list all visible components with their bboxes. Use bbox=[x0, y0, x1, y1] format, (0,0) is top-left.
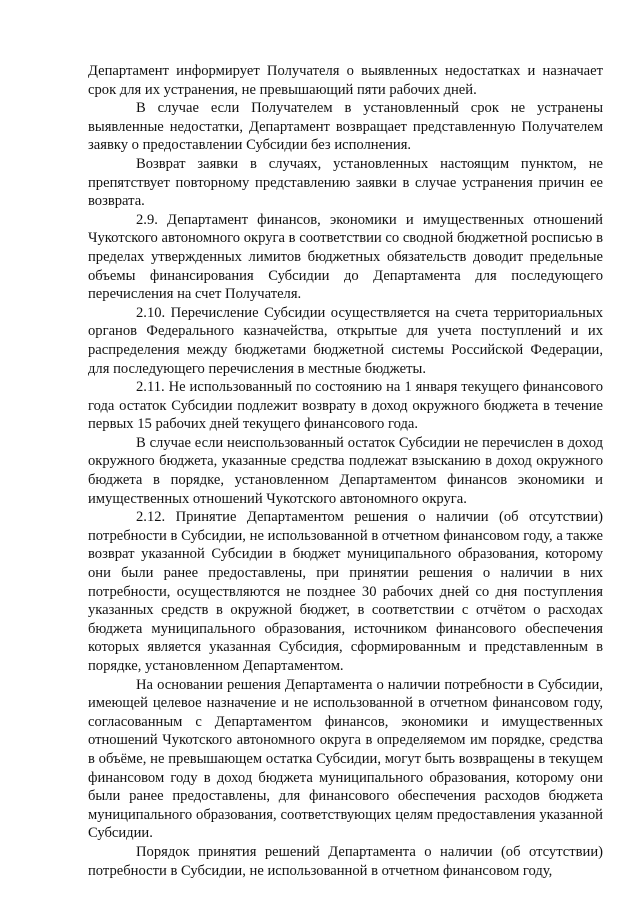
paragraph: На основании решения Департамента о наличии потребности в Субсидии, имеющей целевое назначение и не использованной в отчетном финансовом году, согласованным с Департаментом финансов, экономики и имущественных отношений Чукотского автономного округа в определяемом им порядке, средства в объёме, не превышающем остатка Субсидии, могут быть возвращены в текущем финансовом году в доход бюджета муниципального образования, которому они были ранее предоставлены, для финансового обеспечения расходов бюджета муниципального образования, соответствующих целям предоставления указанной Субсидии. bbox=[88, 676, 603, 842]
paragraph-section-2-11: 2.11. Не использованный по состоянию на 1 января текущего финансового года остаток Субсидии подлежит возврату в доход окружного бюджета в течение первых 15 рабочих дней текущего финансового года. bbox=[88, 379, 603, 433]
paragraph: Порядок принятия решений Департамента о наличии (об отсутствии) потребности в Субсидии, не использованной в отчетном финансовом году, bbox=[88, 843, 603, 879]
paragraph-section-2-12: 2.12. Принятие Департаментом решения о наличии (об отсутствии) потребности в Субсидии, не использованной в отчетном финансовом году, а также возврат указанной Субсидии в бюджет муниципального образования, которому они были ранее предоставлены, при принятии решения о наличии в них потребности, осуществляются не позднее 30 рабочих дней со дня поступления указанных средств в окружной бюджет, в соответствии с отчётом о расходах бюджета муниципального образования, источником финансового обеспечения которых является указанная Субсидия, сформированным и представленным в порядке, установленном Департаментом. bbox=[88, 509, 603, 674]
document-body bbox=[88, 62, 603, 880]
paragraph: В случае если неиспользованный остаток Субсидии не перечислен в доход окружного бюджета, указанные средства подлежат взысканию в доход окружного бюджета в порядке, установленном Департаментом финансов экономики и имущественных отношений Чукотского автономного округа. bbox=[88, 434, 603, 507]
paragraph: В случае если Получателем в установленный срок не устранены выявленные недостатки, Департамент возвращает представленную Получателем заявку о предоставлении Субсидии без исполнения. bbox=[88, 100, 603, 154]
paragraph: Департамент информирует Получателя о выявленных недостатках и назначает срок для их устранения, не превышающий пяти рабочих дней. bbox=[88, 63, 603, 98]
paragraph-section-2-10: 2.10. Перечисление Субсидии осуществляется на счета территориальных органов Федерального казначейства, открытые для учета поступлений и их распределения между бюджетами бюджетной системы Российской Федерации, для последующего перечисления в местные бюджеты. bbox=[88, 304, 603, 377]
paragraph-section-2-9: 2.9. Департамент финансов, экономики и имущественных отношений Чукотского автономного округа в соответствии со сводной бюджетной росписью в пределах утвержденных лимитов бюджетных обязательств доводит предельные объемы финансирования Субсидии до Департамента для последующего перечисления на счет Получателя. bbox=[88, 211, 603, 303]
paragraph: Возврат заявки в случаях, установленных настоящим пунктом, не препятствует повторному представлению заявки в случае устранения причин ее возврата. bbox=[88, 155, 603, 210]
